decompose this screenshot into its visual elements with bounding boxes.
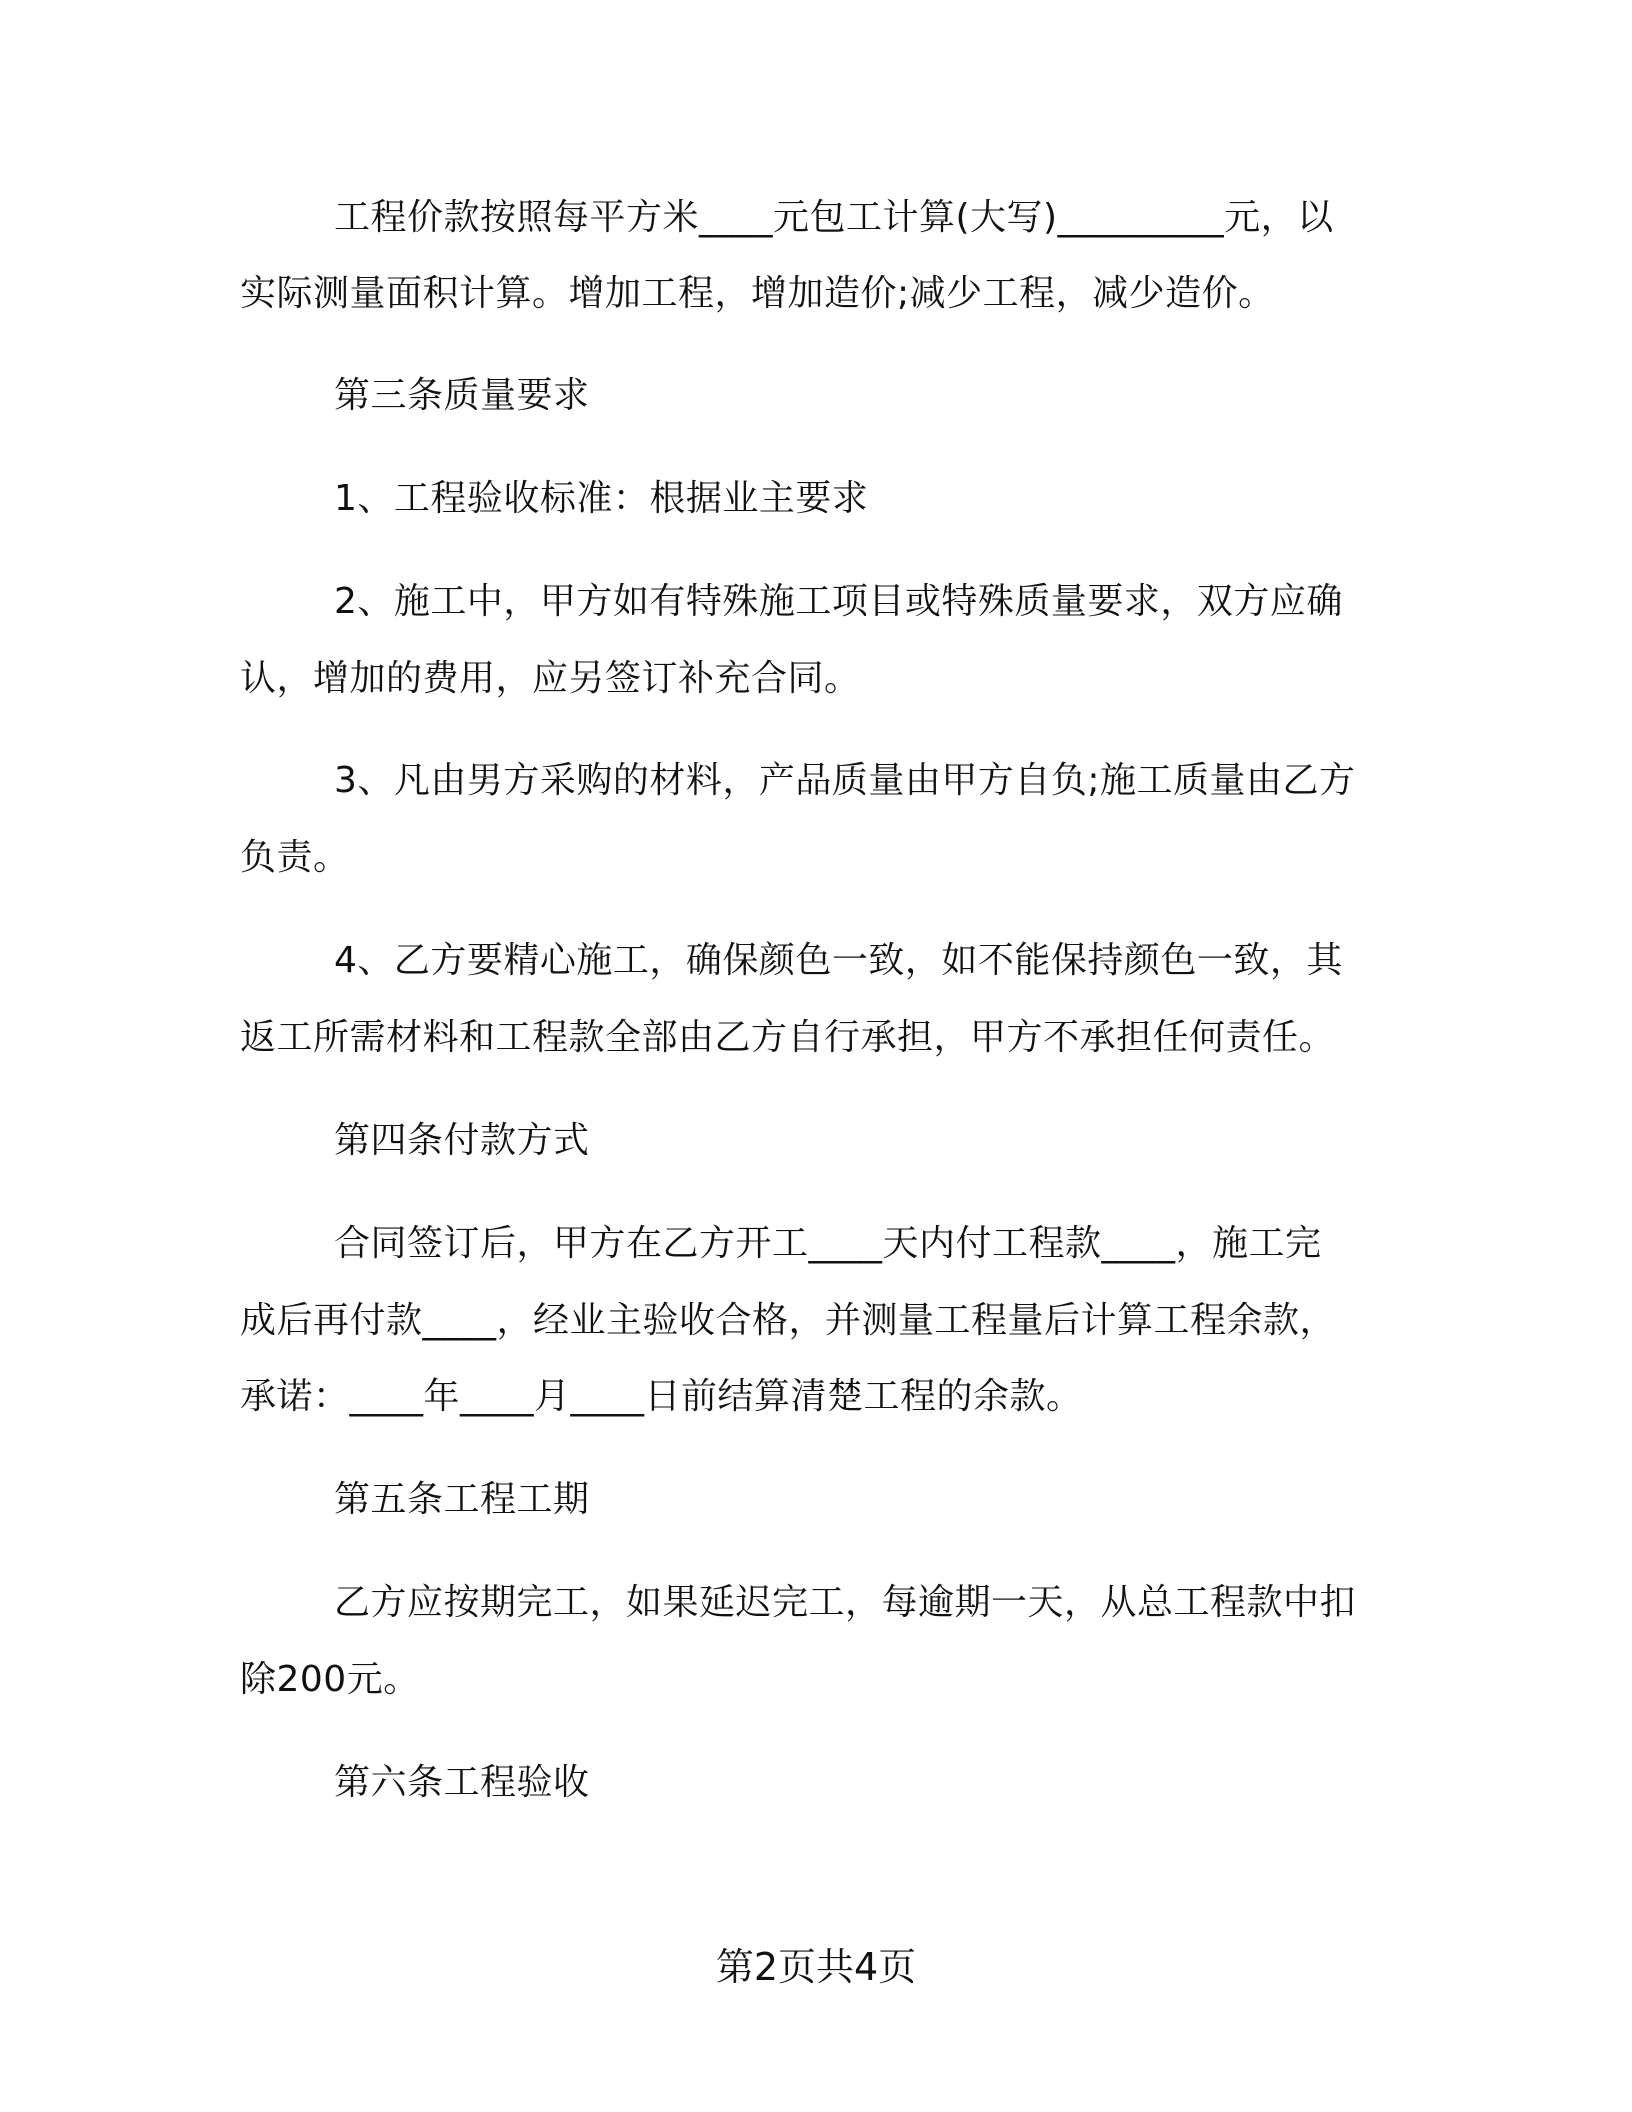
article-3-item-1: 1、工程验收标准：根据业主要求 xyxy=(334,478,869,519)
price-paragraph-line-1: 工程价款按照每平方米____元包工计算(大写)_________元，以 xyxy=(334,197,1334,238)
article-3-item-4-line-2: 返工所需材料和工程款全部由乙方自行承担，甲方不承担任何责任。 xyxy=(240,1017,1336,1058)
article-3-item-4-line-1: 4、乙方要精心施工，确保颜色一致，如不能保持颜色一致，其 xyxy=(334,940,1343,981)
article-5-heading: 第五条工程工期 xyxy=(334,1479,590,1520)
article-5-body-line-2: 除200元。 xyxy=(240,1659,420,1700)
article-3-heading: 第三条质量要求 xyxy=(334,375,590,416)
article-5-body-line-1: 乙方应按期完工，如果延迟完工，每逾期一天，从总工程款中扣 xyxy=(334,1582,1357,1623)
page-number-footer: 第2页共4页 xyxy=(715,1945,917,1989)
article-3-item-2-line-1: 2、施工中，甲方如有特殊施工项目或特殊质量要求，双方应确 xyxy=(334,581,1343,622)
article-4-heading: 第四条付款方式 xyxy=(334,1120,590,1161)
price-paragraph-line-2: 实际测量面积计算。增加工程，增加造价;减少工程，减少造价。 xyxy=(240,273,1275,314)
article-4-body-line-1: 合同签订后，甲方在乙方开工____天内付工程款____，施工完 xyxy=(334,1223,1322,1264)
article-6-heading: 第六条工程验收 xyxy=(334,1762,590,1803)
article-3-item-3-line-1: 3、凡由男方采购的材料，产品质量由甲方自负;施工质量由乙方 xyxy=(334,760,1356,801)
article-3-item-3-line-2: 负责。 xyxy=(240,837,350,878)
article-3-item-2-line-2: 认，增加的费用，应另签订补充合同。 xyxy=(240,658,861,699)
article-4-body-line-2: 成后再付款____，经业主验收合格，并测量工程量后计算工程余款， xyxy=(240,1300,1337,1341)
article-4-body-line-3: 承诺：____年____月____日前结算清楚工程的余款。 xyxy=(240,1376,1083,1417)
